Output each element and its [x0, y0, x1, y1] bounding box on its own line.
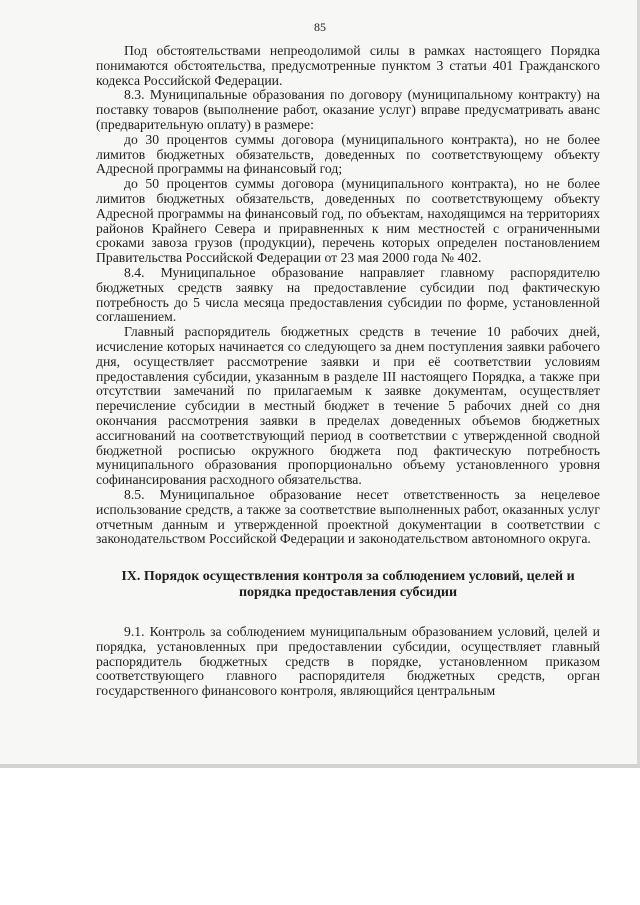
section-heading-ix: IX. Порядок осуществления контроля за соблюдением условий, целей и порядка предоставления субсидии	[121, 569, 575, 601]
page-number: 85	[314, 20, 326, 34]
paragraph-8-4: 8.4. Муниципальное образование направляет главному распорядителю бюджетных средств заявку на предоставление субсидии под фактическую потребность до 5 числа месяца предоставления субсидии по форме, установленной соглашением.	[96, 264, 600, 325]
paragraph-8-4-review: Главный распорядитель бюджетных средств в течение 10 рабочих дней, исчисление которых начинается со следующего за днем поступления заявки рабочего дня, осуществляет рассмотрение заявки и при её соответствии условиям предоставления субсидии, указанным в разделе III настоящего Порядка, а также при отсутствии замечаний по прилагаемым к заявке документам, осуществляет перечисление субсидии в местный бюджет в течение 5 рабочих дней со дня окончания рассмотрения заявки в пределах доведенных объемов бюджетных ассигнований на соответствующий период в соответствии с утвержденной сводной бюджетной росписью окружного бюджета под фактическую потребность муниципального образования пропорционально объему установленного уровня софинансирования расходного обязательства.	[96, 324, 600, 488]
scan-bottom-edge	[0, 764, 640, 768]
paragraph-force-majeure: Под обстоятельствами непреодолимой силы в рамках настоящего Порядка понимаются обстоятельства, предусмотренные пунктом 3 статьи 401 Гражданского кодекса Российской Федерации.	[96, 43, 600, 88]
paragraph-8-3-item-30: до 30 процентов суммы договора (муниципального контракта), но не более лимитов бюджетных обязательств, доведенных по соответствующему объекту Адресной программы на финансовый год;	[96, 131, 600, 177]
paragraph-9-1: 9.1. Контроль за соблюдением муниципальным образованием условий, целей и порядка, установленных при предоставлении субсидии, осуществляет главный распорядитель бюджетных средств в порядке, установленном приказом соответствующего главного распорядителя бюджетных средств, орган государственного финансового контроля, являющийся центральным	[96, 624, 600, 699]
paragraph-8-5: 8.5. Муниципальное образование несет ответственность за нецелевое использование средств, а также за соответствие выполненных работ, оказанных услуг отчетным данным и утвержденной проектной документации в соответствии с законодательством Российской Федерации и законодательством автономного округа.	[96, 486, 600, 547]
paragraph-8-3-item-50: до 50 процентов суммы договора (муниципального контракта), но не более лимитов бюджетных обязательств, доведенных по соответствующему объекту Адресной программы на финансовый год, по объектам, находящимся на территориях районов Крайнего Севера и приравненных к ним местностей с ограниченными сроками завоза грузов (продукции), перечень которых определен постановлением Правительства Российской Федерации от 23 мая 2000 года № 402.	[96, 176, 600, 266]
document-body	[96, 44, 600, 699]
paragraph-8-3: 8.3. Муниципальные образования по договору (муниципальному контракту) на поставку товаров (выполнение работ, оказание услуг) вправе предусматривать аванс (предварительную оплату) в размере:	[96, 87, 600, 132]
